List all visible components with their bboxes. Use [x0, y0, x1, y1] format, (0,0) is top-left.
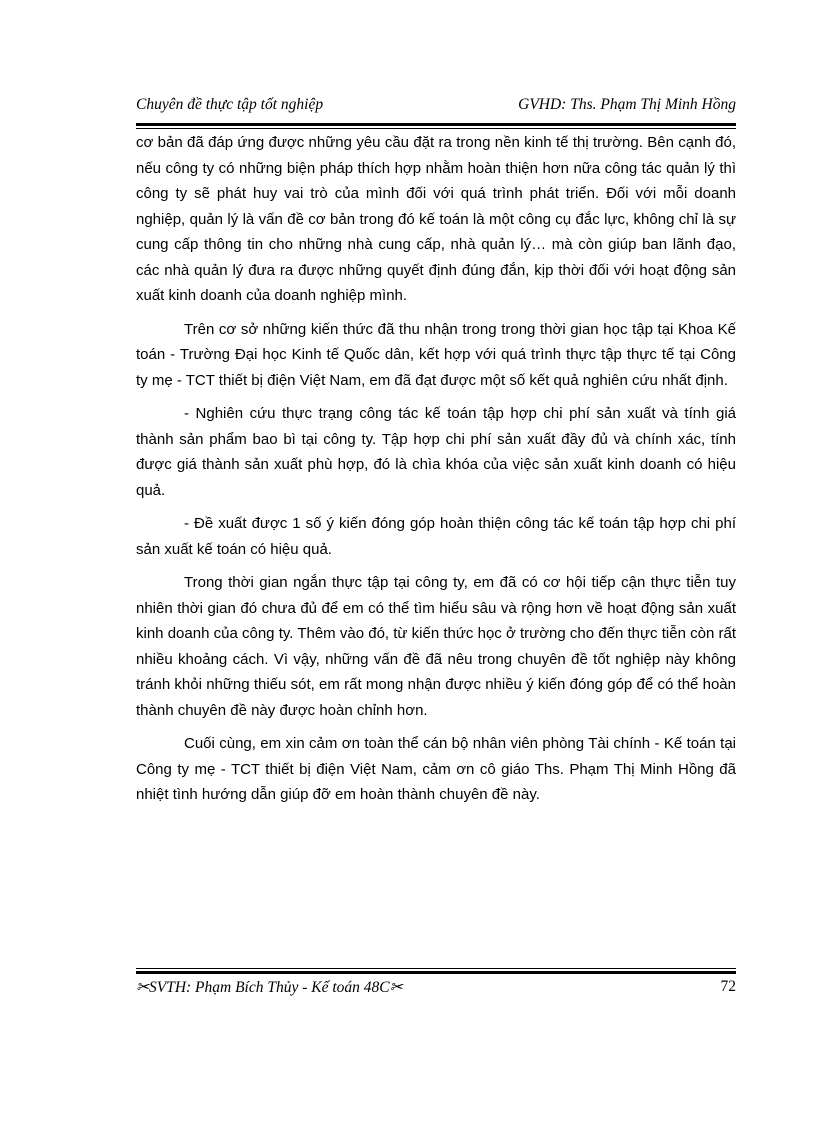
- paragraph-1: cơ bản đã đáp ứng được những yêu cầu đặt ra trong nền kinh tế thị trường. Bên cạnh đó, nếu công ty có những biện pháp thích hợp nhằm hoàn thiện hơn nữa công tác quản lý thì công ty sẽ phát huy vai trò của mình đối với quá trình phát triển. Đối với mỗi doanh nghiệp, quản lý là vấn đề cơ bản trong đó kế toán là một công cụ đắc lực, không chỉ là sự cung cấp thông tin cho những nhà cung cấp, nhà quản lý… mà còn giúp ban lãnh đạo, các nhà quản lý đưa ra được những quyết định đúng đắn, kịp thời đối với hoạt động sản xuất kinh doanh của doanh nghiệp mình.: [136, 134, 736, 304]
- paragraph-4: - Đề xuất được 1 số ý kiến đóng góp hoàn thiện công tác kế toán tập hợp chi phí sản xuất kế toán có hiệu quả.: [136, 515, 736, 558]
- page-header: [136, 96, 736, 118]
- body-text: [136, 130, 736, 816]
- page-number: 72: [720, 978, 736, 995]
- paragraph-3: - Nghiên cứu thực trạng công tác kế toán tập hợp chi phí sản xuất và tính giá thành sản phẩm bao bì tại công ty. Tập hợp chi phí sản xuất đầy đủ và chính xác, tính được giá thành sản xuất phù hợp, đó là chìa khóa của việc sản xuất kinh doanh có hiệu quả.: [136, 405, 736, 499]
- header-title: Chuyên đề thực tập tốt nghiệp: [136, 96, 324, 113]
- header-advisor: GVHD: Ths. Phạm Thị Minh Hồng: [518, 96, 736, 113]
- footer-student: ✂SVTH: Phạm Bích Thủy - Kế toán 48C✂: [136, 979, 403, 996]
- page-footer: [136, 978, 736, 1000]
- paragraph-6: Cuối cùng, em xin cảm ơn toàn thể cán bộ nhân viên phòng Tài chính - Kế toán tại Công ty mẹ - TCT thiết bị điện Việt Nam, cảm ơn cô giáo Ths. Phạm Thị Minh Hồng đã nhiệt tình hướng dẫn giúp đỡ em hoàn thành chuyên đề này.: [136, 735, 736, 803]
- header-rule-thin: [136, 128, 736, 129]
- header-rule-thick: [136, 123, 736, 126]
- footer-rule-thick: [136, 971, 736, 974]
- paragraph-2: Trên cơ sở những kiến thức đã thu nhận trong trong thời gian học tập tại Khoa Kế toán - Trường Đại học Kinh tế Quốc dân, kết hợp với quá trình thực tập thực tế tại Công ty mẹ - TCT thiết bị điện Việt Nam, em đã đạt được một số kết quả nghiên cứu nhất định.: [136, 320, 736, 389]
- footer-rule-thin: [136, 968, 736, 969]
- paragraph-5: Trong thời gian ngắn thực tập tại công ty, em đã có cơ hội tiếp cận thực tiễn tuy nhiên thời gian đó chưa đủ để em có thể tìm hiểu sâu và rộng hơn về hoạt động sản xuất kinh doanh của công ty. Thêm vào đó, từ kiến thức học ở trường cho đến thực tiễn còn rất nhiều khoảng cách. Vì vậy, những vấn đề đã nêu trong chuyên đề tốt nghiệp này không tránh khỏi những thiếu sót, em rất mong nhận được nhiều ý kiến đóng góp để có thể hoàn thành chuyên đề này được hoàn chỉnh hơn.: [136, 574, 736, 719]
